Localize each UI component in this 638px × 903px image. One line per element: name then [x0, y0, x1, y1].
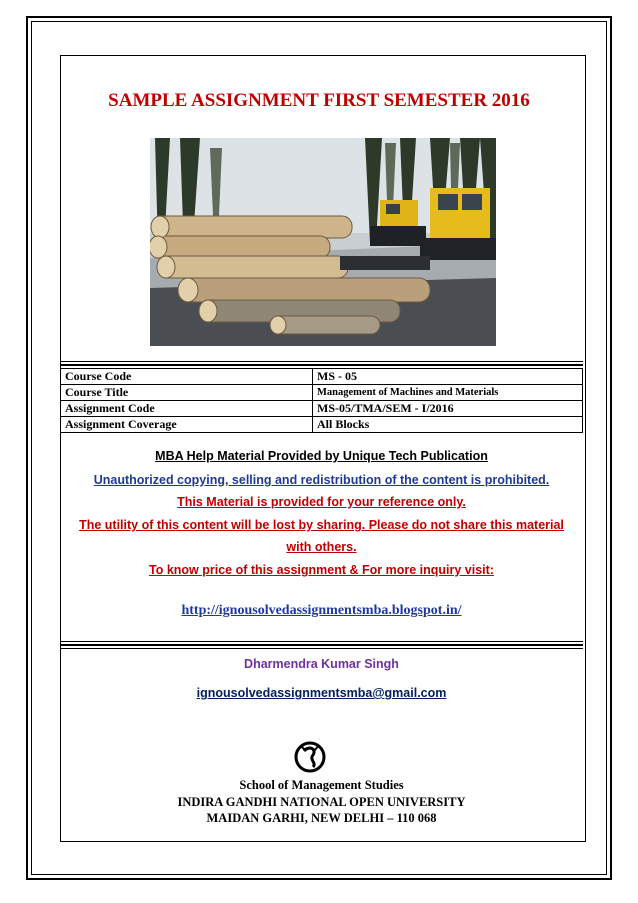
logs-and-snow-machines-photo: [150, 138, 496, 346]
ignou-logo-icon: [293, 741, 329, 773]
notice-sharing-line1: The utility of this content will be lost by sharing. Please do not share this material: [79, 518, 564, 532]
table-row: [61, 401, 583, 417]
assignment-code-value: MS-05/TMA/SEM - I/2016: [313, 401, 583, 417]
notice-sharing-line2: with others.: [286, 540, 357, 554]
course-info-table: [60, 368, 583, 433]
notice-heading: MBA Help Material Provided by Unique Tech Publication: [155, 449, 488, 463]
course-title-value: Management of Machines and Materials: [313, 385, 583, 401]
course-code-value: MS - 05: [313, 369, 583, 385]
table-top-rule: [60, 361, 583, 366]
table-row: [61, 369, 583, 385]
notice-reference: This Material is provided for your reference only.: [177, 495, 466, 509]
school-name: School of Management Studies: [239, 778, 404, 792]
notice-price: To know price of this assignment & For more inquiry visit:: [149, 563, 494, 577]
author-email[interactable]: ignousolvedassignmentsmba@gmail.com: [196, 686, 447, 700]
table-row: [61, 385, 583, 401]
cover-photo: [150, 138, 496, 346]
course-code-label: Course Code: [61, 369, 313, 385]
page-title: SAMPLE ASSIGNMENT FIRST SEMESTER 2016: [108, 90, 530, 111]
course-title-label: Course Title: [61, 385, 313, 401]
table-row: [61, 417, 583, 433]
blog-link[interactable]: http://ignousolvedassignmentsmba.blogspot.in/: [181, 603, 462, 618]
notice-copying: Unauthorized copying, selling and redistribution of the content is prohibited.: [93, 473, 550, 487]
university-name: INDIRA GANDHI NATIONAL OPEN UNIVERSITY: [177, 795, 466, 809]
author-name: Dharmendra Kumar Singh: [244, 657, 399, 671]
assignment-code-label: Assignment Code: [61, 401, 313, 417]
author-rule: [60, 641, 583, 649]
assignment-coverage-value: All Blocks: [313, 417, 583, 433]
university-address: MAIDAN GARHI, NEW DELHI – 110 068: [206, 811, 437, 825]
assignment-coverage-label: Assignment Coverage: [61, 417, 313, 433]
